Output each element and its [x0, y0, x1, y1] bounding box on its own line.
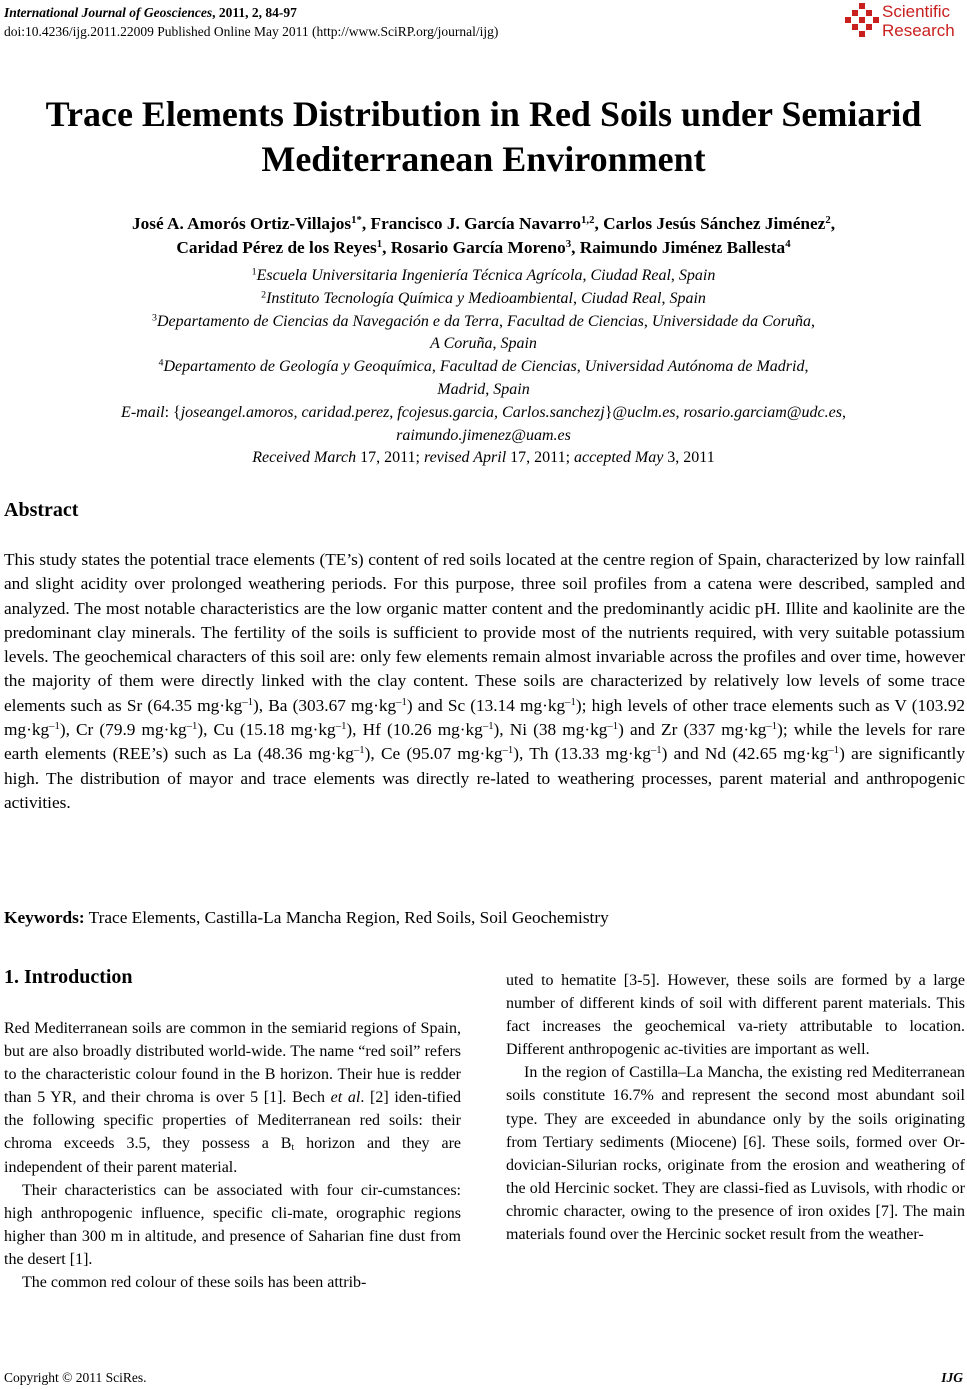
received-dates: Received March 17, 2011; revised April 17, 2011; accepted May 3, 2011: [252, 449, 715, 467]
section-heading-introduction: 1. Introduction: [4, 966, 133, 988]
email-line-2: raimundo.jimenez@uam.es: [396, 426, 571, 444]
scirp-logo-icon: [845, 3, 879, 39]
keywords-text: Trace Elements, Castilla-La Mancha Region, Red Soils, Soil Geochemistry: [84, 908, 609, 927]
affiliation-3-city: A Coruña, Spain: [430, 335, 537, 353]
doi-line: doi:10.4236/ijg.2011.22009 Published Online May 2011 (http://www.SciRP.org/journal/ijg): [4, 24, 499, 39]
body-column-left: [4, 1017, 461, 1294]
affiliation-4-city: Madrid, Spain: [437, 380, 530, 398]
logo-line-2: Research: [882, 21, 955, 40]
page-footer: [4, 1370, 963, 1386]
journal-header: [4, 3, 498, 41]
email-line: E-mail: {joseangel.amoros, caridad.perez, fcojesus.garcia, Carlos.sanchezj}@uclm.es, rosario.garciam@udc.es,: [121, 403, 846, 421]
intro-paragraph-1: Red Mediterranean soils are common in the semiarid regions of Spain, but are also broadly distributed world-wide. The name “red soil” refers to the characteristic colour found in the B horizon. Their hue is redder than 5 YR, and their chroma is over 5 [1]. Bech et al. [2] iden-tified the following specific properties of Mediterranean red soils: their chroma exceeds 3.5, they possess a $B_t$ horizon and they are independent of their parent material.: [4, 1020, 461, 1176]
abstract-text: This study states the potential trace elements (TE’s) content of red soils located at the centre region of Spain, characterized by low rainfall and slight acidity over prolonged weathering periods. For this purpose, three soil profiles from a catena were described, sampled and analyzed. The most notable characteristics are the low organic matter content and the predominantly acidic pH. Illite and kaolinite are the predominant clay minerals. The fertility of the soils is sufficient to provide most of the nutrients required, with very suitable potassium levels. The geochemical characters of this soil are: only few elements remain almost invariable across the profiles and over time, however the majority of them were directly linked with the clay content. These soils are characterized by relatively low levels of some trace elements such as Sr (64.35 $mg\cdot kg^{-1}$), Ba (303.67 $mg\cdot kg^{-1}$) and Sc (13.14 $mg\cdot kg^{-1}$); high levels of other trace elements such as V (103.92 $mg\cdot kg^{-1}$), Cr (79.9 $mg\cdot kg^{-1}$), Cu (15.18 $mg\cdot kg^{-1}$), Hf (10.26 $mg\cdot kg^{-1}$), Ni (38 $mg\cdot kg^{-1}$) and Zr (337 $mg\cdot kg^{-1}$); while the levels for rare earth elements (REE’s) such as La (48.36 $mg\cdot kg^{-1}$), Ce (95.07 $mg\cdot kg^{-1}$), Th (13.33 $mg\cdot kg^{-1}$) and Nd (42.65 $mg\cdot kg^{-1}$) are significantly high. The distribution of mayor and trace elements was directly re-lated to weathering processes, parent material and anthropogenic activities.: [4, 550, 965, 812]
intro-paragraph-3-cont: uted to hematite [3-5]. However, these soils are formed by a large number of different kinds of soil with different parent materials. This fact increases the geochemical va-riety attributable to location. Different anthropogenic ac-tivities are important as well.: [506, 972, 965, 1059]
affiliation-3: $^3$Departamento de Ciencias da Navegación e da Terra, Facultad de Ciencias, Universidade da Coruña,: [152, 312, 815, 330]
affiliation-2: $^2$Instituto Tecnología Química y Medioambiental, Ciudad Real, Spain: [261, 289, 706, 307]
abstract-heading: Abstract: [4, 499, 79, 521]
affiliation-4: $^4$Departamento de Geología y Geoquímica, Facultad de Ciencias, Universidad Autónoma de Madrid,: [158, 357, 809, 376]
author-list: José A. Amorós Ortiz-Villajos$^{1*}$, Francisco J. García Navarro$^{1,2}$, Carlos Jesús Sánchez Jiménez$^2$, Caridad Pérez de los Reyes$^1$, Rosario García Moreno$^3$, Raimundo Jiménez Ballesta$^4$: [131, 214, 836, 257]
intro-paragraph-2: Their characteristics can be associated with four cir-cumstances: high anthropogenic influence, specific cli-mate, orographic regions higher than 300 m in altitude, and presence of Saharian fine dust from the desert [1].: [4, 1181, 461, 1268]
paper-title: Trace Elements Distribution in Red Soils under Semiarid Mediterranean Environment: [45, 94, 922, 179]
body-column-right: [506, 969, 965, 1246]
journal-name: International Journal of Geosciences: [4, 5, 213, 20]
keywords-line: [4, 906, 609, 930]
journal-volume: , 2011, 2, 84-97: [212, 5, 297, 20]
journal-abbreviation: IJG: [941, 1370, 963, 1385]
affiliations: [0, 265, 967, 470]
publisher-logo: [845, 1, 965, 45]
intro-paragraph-4: In the region of Castilla–La Mancha, the existing red Mediterranean soils constitute 16.7% and represent the second most abundant soil type. They are exceeded in abundance only by the soils originating from Tertiary sediments (Miocene) [6]. These soils, formed over Or-dovician-Silurian rocks, originate from the erosion and weathering of the old Hercinic socket. They are classi-fied as Luvisols, with rhodic or chromic character, owing to the presence of iron oxides [7]. The main materials found over the Hercinic socket result from the weather-: [506, 1064, 965, 1244]
copyright-notice: Copyright © 2011 SciRes.: [4, 1370, 147, 1385]
logo-line-1: Scientific: [882, 2, 951, 21]
affiliation-1: $^1$Escuela Universitaria Ingeniería Técnica Agrícola, Ciudad Real, Spain: [251, 266, 716, 284]
keywords-label: Keywords:: [4, 908, 85, 927]
intro-paragraph-3: The common red colour of these soils has been attrib-: [22, 1274, 367, 1292]
